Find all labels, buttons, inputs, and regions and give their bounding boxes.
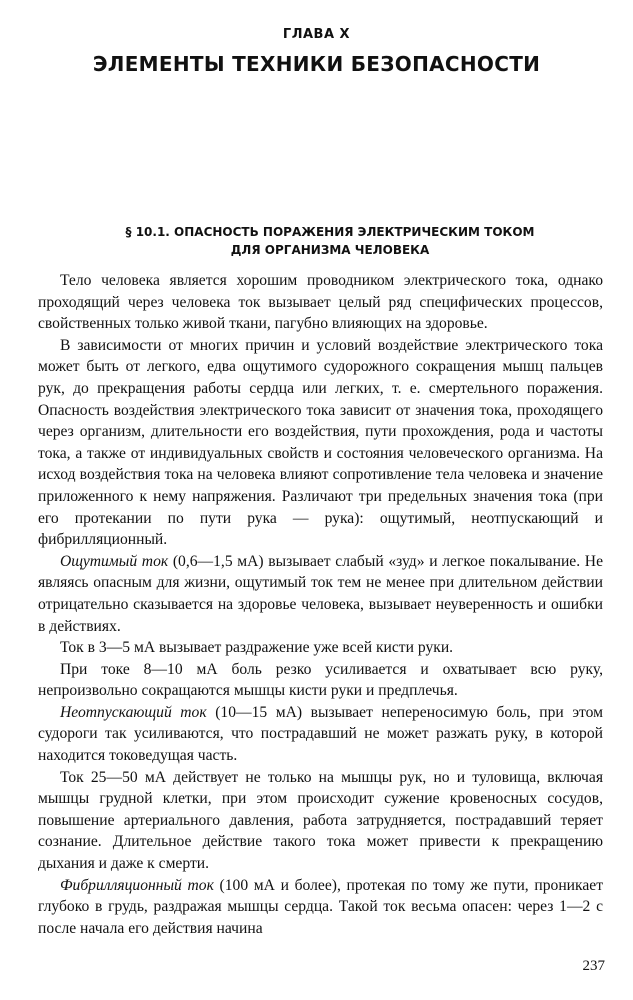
chapter-title: ЭЛЕМЕНТЫ ТЕХНИКИ БЕЗОПАСНОСТИ: [92, 52, 541, 76]
page-number: 237: [582, 958, 605, 974]
paragraph-text: (100 мА и более), протекая по тому же пути, проникает глубоко в грудь, раздражая мышцы сердца. Такой ток весьма опасен: через 1—2 с после начала его действия начина: [38, 876, 604, 937]
section-title-line-1: § 10.1. ОПАСНОСТЬ ПОРАЖЕНИЯ ЭЛЕКТРИЧЕСКИМ ТОКОМ: [125, 225, 535, 239]
paragraph-text: Тело человека является хорошим проводником электрического тока, однако проходящий через человека ток вызывает целый ряд специфических процессов, свойственных только живой ткани, пагубно влияющих на здоровье.: [38, 272, 603, 333]
paragraph-text: В зависимости от многих причин и условий воздействие электрического тока может быть от легкого, едва ощутимого судорожного сокращения мышц пальцев рук, до прекращения работы сердца или легких, т. е. смертельного поражения. Опасность воздействия электрического тока зависит от значения тока, проходящего через организм, длительности его воздействия, пути прохождения, рода и частоты тока, а также от индивидуальных свойств и состояния человеческого организма. На исход воздействия тока на человека влияют сопротивление тела человека и значение приложенного к нему напряжения. Различают три предельных значения тока (при его протекании по пути рука — рука): ощутимый, неотпускающий и фибрилляционный.: [38, 336, 603, 549]
paragraph-text: (0,6—1,5 мА) вызывает слабый «зуд» и легкое покалывание. Не являясь опасным для жизни, ощутимый ток тем не менее при длительном действии отрицательно сказывается на здоровье человека, вызывает неуверенность и ошибки в действиях.: [38, 552, 603, 635]
section-title-line-2: ДЛЯ ОРГАНИЗМА ЧЕЛОВЕКА: [230, 243, 430, 257]
paragraph: [38, 551, 603, 637]
section-title: [60, 223, 600, 259]
paragraph: [38, 659, 603, 702]
paragraph-text: Ток 25—50 мА действует не только на мышцы рук, но и туловища, включая мышцы грудной клетки, при этом происходит сужение кровеносных сосудов, повышение артериального давления, работа затрудняется, пострадавший теряет сознание. Длительное действие такого тока может привести к прекращению дыхания и даже к смерти.: [38, 768, 603, 873]
paragraph-text: (10—15 мА) вызывает непереносимую боль, при этом судороги так усиливаются, что пострадавший не может разжать руку, в которой находится токоведущая часть.: [38, 703, 603, 765]
paragraph: [38, 335, 603, 551]
body-text: [38, 270, 603, 939]
paragraph: [38, 270, 603, 335]
paragraph-term: Неотпускающий ток: [60, 703, 207, 721]
paragraph-text: При токе 8—10 мА боль резко усиливается и охватывает всю руку, непроизвольно сокращаются мышцы кисти руки и предплечья.: [38, 660, 603, 700]
paragraph: [38, 875, 603, 940]
paragraph: [38, 702, 603, 767]
paragraph-text: Ток в 3—5 мА вызывает раздражение уже всей кисти руки.: [60, 639, 454, 657]
paragraph: [38, 767, 603, 875]
paragraph-term: Фибрилляционный ток: [60, 876, 214, 894]
paragraph: [38, 637, 603, 659]
chapter-label: ГЛАВА X: [282, 27, 351, 42]
paragraph-term: Ощутимый ток: [60, 552, 169, 570]
